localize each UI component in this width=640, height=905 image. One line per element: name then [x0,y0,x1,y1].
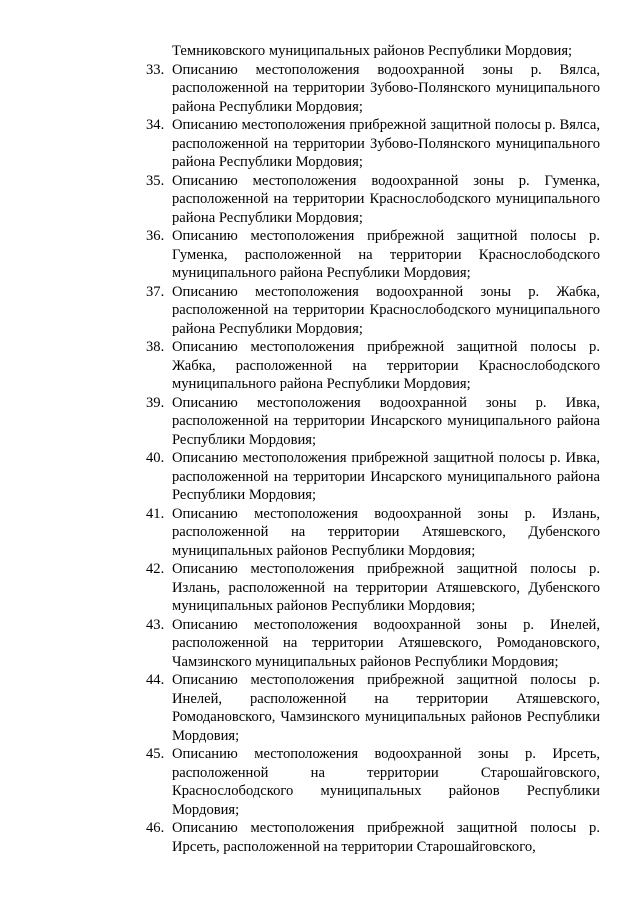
item-number: 44. [146,672,165,688]
continuation-line: Темниковского муниципальных районов Республики Мордовия; [172,43,573,59]
item-text: Описанию местоположения водоохранной зоны р. Жабка, расположенной на территории Краснослободского муниципального района Республики Мордовия; [172,283,600,337]
item-text: Описанию местоположения прибрежной защитной полосы р. Ивка, расположенной на территории Инсарского муниципального района Республики Мордовия; [172,450,600,503]
item-number: 39. [146,394,165,411]
list-item [0,172,600,228]
item-number: 45. [146,746,165,762]
item-text: Описанию местоположения прибрежной защитной полосы р. Излань, расположенной на территории Атяшевского, Дубенского муниципальных районов Республики Мордовия; [172,561,600,614]
list-item [0,283,600,339]
item-text: Описанию местоположения водоохранной зоны р. Ирсеть, расположенной на территории Старошайговского, Краснослободского муниципальных районов Республики Мордовия; [172,746,600,818]
item-number: 40. [146,450,165,466]
item-text: Описанию местоположения прибрежной защитной полосы р. Гуменка, расположенной на территории Краснослободского муниципального района Республики Мордовия; [172,228,600,281]
list-item [0,745,600,819]
list-item [0,616,600,672]
item-number: 42. [146,561,165,577]
item-number: 43. [146,616,165,633]
item-number: 37. [146,283,165,300]
list-item [0,61,600,117]
item-text: Описанию местоположения прибрежной защитной полосы р. Ирсеть, расположенной на территории Старошайговского, [172,820,600,855]
list-item [0,560,600,616]
item-number: 36. [146,228,165,244]
list-item [0,116,600,172]
numbered-list [0,61,640,857]
item-text: Описанию местоположения водоохранной зоны р. Гуменка, расположенной на территории Краснослободского муниципального района Республики Мордовия; [172,172,600,226]
list-item [0,819,600,856]
list-item [0,338,600,394]
item-number: 41. [146,505,165,522]
item-number: 33. [146,61,165,78]
item-text: Описанию местоположения прибрежной защитной полосы р. Жабка, расположенной на территории Краснослободского муниципального района Республики Мордовия; [172,339,600,392]
item-text: Описанию местоположения прибрежной защитной полосы р. Инелей, расположенной на территории Атяшевского, Ромодановского, Чамзинского муниципальных районов Республики Мордовия; [172,672,600,744]
list-item [0,449,600,505]
item-number: 46. [146,820,165,836]
item-number: 35. [146,172,165,189]
list-item [0,394,600,450]
item-text: Описанию местоположения прибрежной защитной полосы р. Вялса, расположенной на территории Зубово-Полянского муниципального района Республики Мордовия; [172,117,600,170]
item-text: Описанию местоположения водоохранной зоны р. Ивка, расположенной на территории Инсарского муниципального района Республики Мордовия; [172,394,600,448]
item-text: Описанию местоположения водоохранной зоны р. Излань, расположенной на территории Атяшевского, Дубенского муниципальных районов Республики Мордовия; [172,505,600,559]
list-item [0,671,600,745]
item-text: Описанию местоположения водоохранной зоны р. Инелей, расположенной на территории Атяшевского, Ромодановского, Чамзинского муниципальных районов Республики Мордовия; [172,616,600,670]
list-item [0,505,600,561]
item-number: 34. [146,117,165,133]
item-number: 38. [146,339,165,355]
list-item [0,227,600,283]
item-text: Описанию местоположения водоохранной зоны р. Вялса, расположенной на территории Зубово-Полянского муниципального района Республики Мордовия; [172,61,600,115]
